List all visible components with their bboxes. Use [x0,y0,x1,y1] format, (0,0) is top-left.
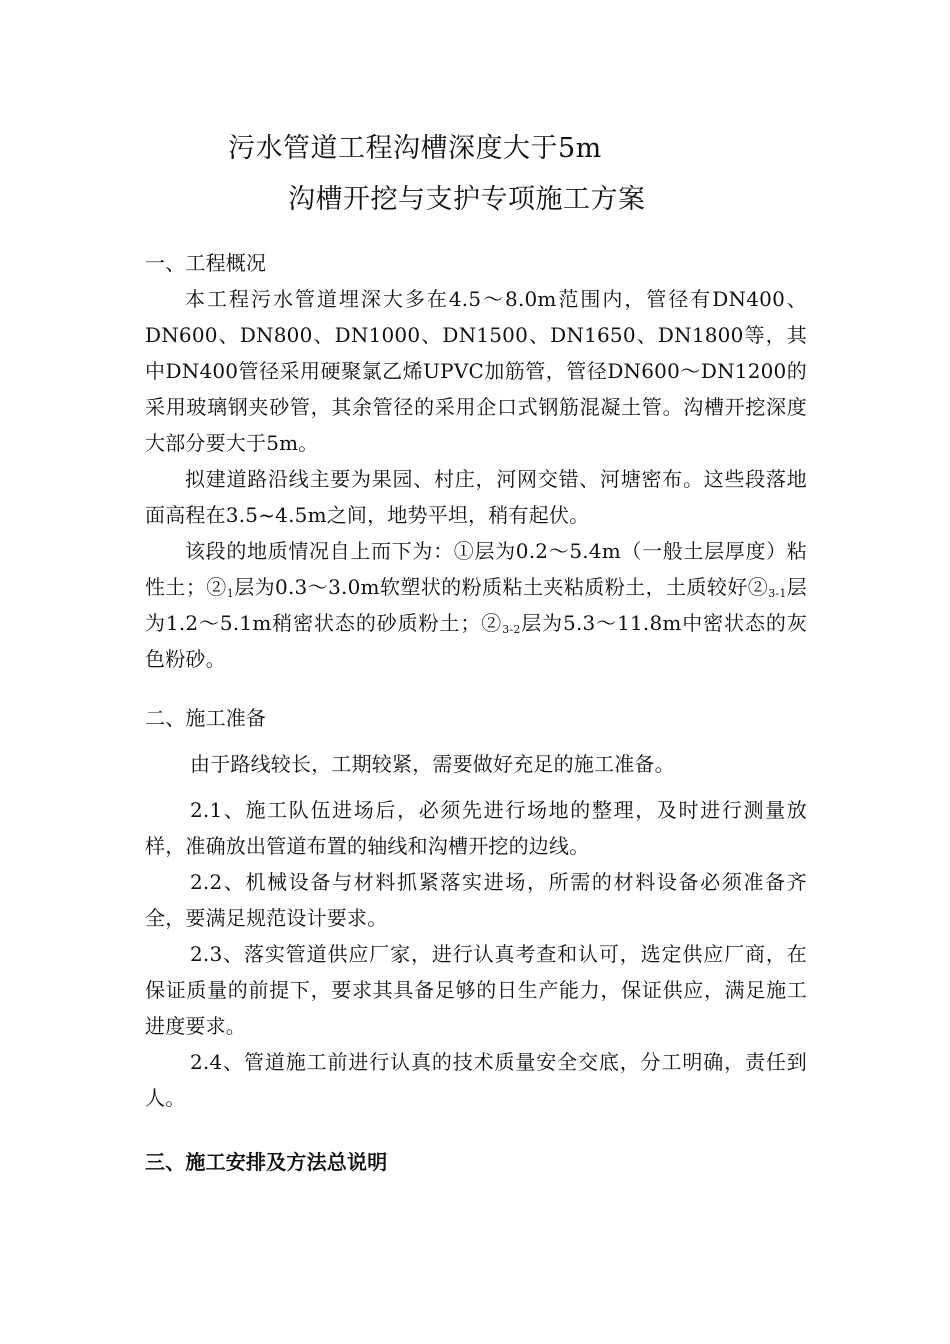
paragraph-3-part-d: 层为5.3～11.8m中密状态的灰色粉砂。 [145,611,808,671]
section-2-item-4: 2.4、管道施工前进行认真的技术质量安全交底，分工明确，责任到人。 [145,1050,807,1110]
section-2-intro: 由于路线较长，工期较紧，需要做好充足的施工准备。 [190,752,675,776]
section-1-heading: 一、工程概况 [145,251,267,275]
document-title-line-1: 污水管道工程沟槽深度大于5m [228,133,602,164]
subscript-1: 1 [226,587,234,600]
spacer [145,677,807,700]
spacer [145,736,807,746]
section-2-item-3: 2.3、落实管道供应厂家，进行认真考查和认可，选定供应厂商，在保证质量的前提下，要求其具备足够的日生产能力，保证供应，满足施工进度要求。 [145,942,807,1038]
document-title-line-2: 沟槽开挖与支护专项施工方案 [288,184,646,215]
section-1-paragraph-1: 本工程污水管道埋深大多在4.5～8.0m范围内，管径有DN400、DN600、DN800、DN1000、DN1500、DN1650、DN1800等，其中DN400管径采用硬聚氯乙烯UPVC加筋管，管径DN600～DN1200的采用玻璃钢夹砂管，其余管径的采用企口式钢筋混凝土管。沟槽开挖深度大部分要大于5m。 [145,287,807,455]
subscript-3-1: 3-1 [768,587,787,600]
subscript-3-2: 3-2 [502,623,521,636]
paragraph-3-part-b: 层为0.3～3.0m软塑状的粉质粘土夹粘质粉土，土质较好② [233,575,769,599]
spacer [145,782,807,792]
section-3-heading: 三、施工安排及方法总说明 [145,1150,388,1174]
spacer [145,1116,807,1144]
paragraph-3-part-c: 层为1.2～5.1m稍密状态的砂质粉土；② [145,575,807,635]
section-2-item-1: 2.1、施工队伍进场后，必须先进行场地的整理，及时进行测量放样，准确放出管道布置的轴线和沟槽开挖的边线。 [145,798,807,858]
section-2-item-2: 2.2、机械设备与材料抓紧落实进场，所需的材料设备必须准备齐全，要满足规范设计要求。 [145,870,807,930]
section-2-heading: 二、施工准备 [145,706,267,730]
section-1-paragraph-3 [145,533,807,677]
section-1-paragraph-2: 拟建道路沿线主要为果园、村庄，河网交错、河塘密布。这些段落地面高程在3.5~4.5m之间，地势平坦，稍有起伏。 [145,467,807,527]
paragraph-3-part-a: 该段的地质情况自上而下为：①层为0.2～5.4m（一般土层厚度）粘性土；② [145,539,807,599]
document-body [145,245,807,1180]
